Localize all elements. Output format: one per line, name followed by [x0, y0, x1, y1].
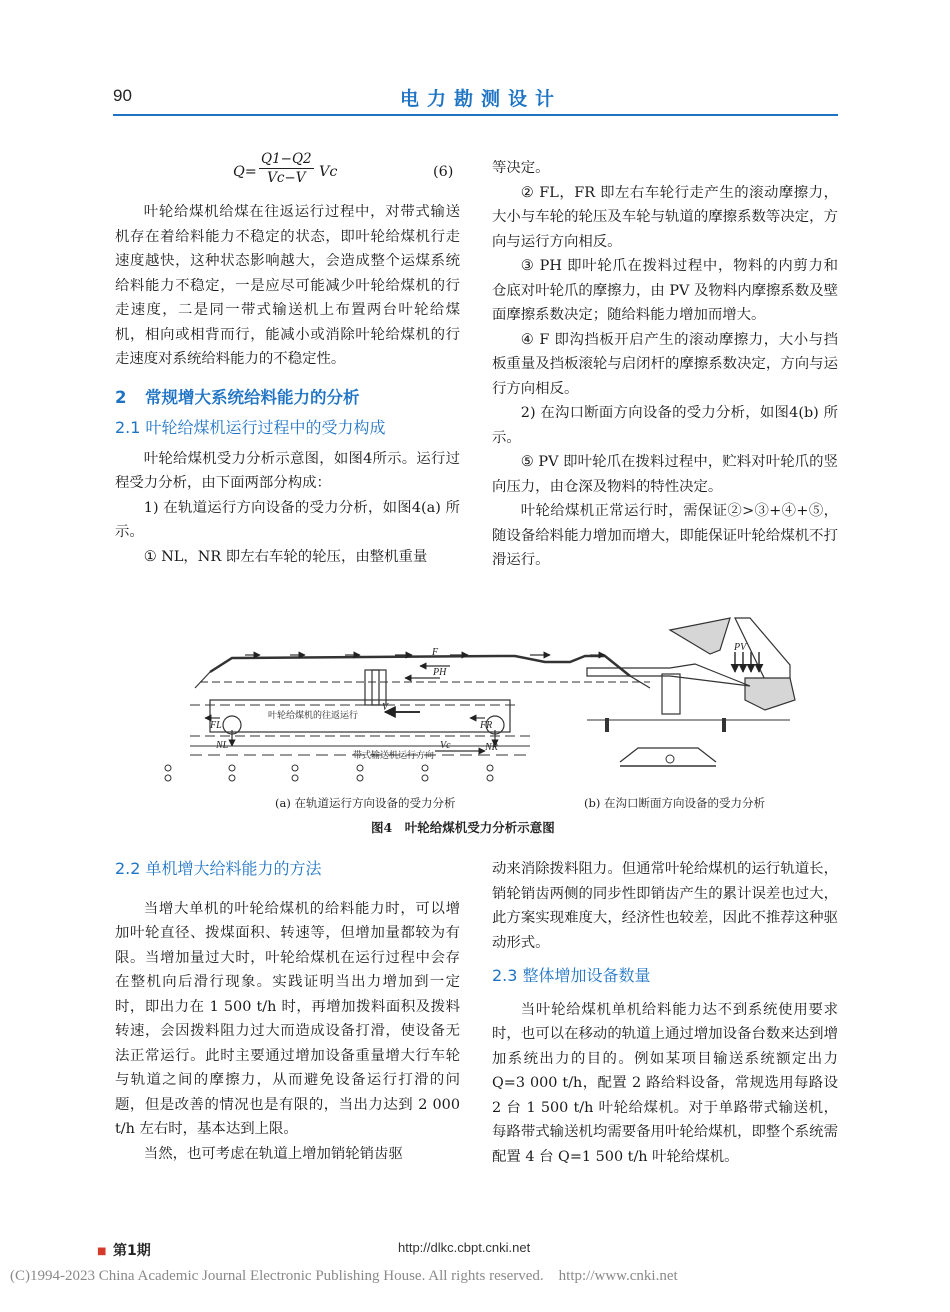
- equation-fraction: [259, 150, 314, 187]
- section-number: 2.2: [115, 859, 141, 878]
- paragraph: ② FL，FR 即左右车轮行走产生的滚动摩擦力，大小与车轮的轮压及车轮与轨道的摩擦系数等决定，方向与运行方向相反。: [492, 184, 838, 250]
- section-title: 叶轮给煤机运行过程中的受力构成: [145, 418, 386, 437]
- label-f: F: [432, 647, 439, 658]
- label-nr: NR: [485, 742, 498, 753]
- coal-bunker-right: [745, 678, 795, 710]
- equation-lhs: Q=: [233, 164, 257, 180]
- copyright-notice: (C)1994-2023 China Academic Journal Electronic Publishing House. All rights reserved. http://www.cnki.net: [10, 1268, 678, 1284]
- paragraph: 动来消除拨料阻力。但通常叶轮给煤机的运行轨道长，销轮销齿两侧的同步性即销齿产生的累计误差也过大，此方案实现难度大，经济性也较差，因此不推荐这种驱动形式。: [492, 861, 838, 951]
- label-fr: FR: [480, 720, 493, 731]
- equation-6: [115, 150, 460, 200]
- section-2-2-heading: [115, 857, 460, 882]
- paragraph: 2) 在沟口断面方向设备的受力分析，如图4(b) 所示。: [492, 405, 838, 446]
- coal-bunker-left: [670, 618, 730, 654]
- label-ph: PH: [433, 667, 447, 678]
- paragraph: ④ F 即沟挡板开启产生的滚动摩擦力，大小与挡板重量及挡板滚轮与启闭杆的摩擦系数决定，方向与运行方向相反。: [492, 331, 838, 397]
- section-number: 2.3: [492, 966, 518, 985]
- equation-denominator: Vc−V: [267, 170, 306, 186]
- label-belt-motion: 带式输送机运行方向: [353, 751, 435, 761]
- left-column-lower: [115, 857, 460, 1166]
- page-number: 90: [113, 86, 132, 105]
- figure-title: 图4 叶轮给煤机受力分析示意图: [371, 820, 555, 835]
- equation-factor: Vc: [319, 164, 338, 180]
- label-fl: FL: [210, 720, 222, 731]
- paragraph: 当然，也可考虑在轨道上增加销轮销齿驱: [143, 1145, 403, 1162]
- paragraph: 叶轮给煤机正常运行时，需保证②>③+④+⑤，随设备给料能力增加而增大，即能保证叶轮给煤机不打滑运行。: [492, 503, 838, 568]
- figure-caption-b: (b) 在沟口断面方向设备的受力分析: [584, 796, 765, 810]
- figure-caption-a: (a) 在轨道运行方向设备的受力分析: [275, 796, 456, 810]
- issue-number: 第1期: [113, 1243, 151, 1259]
- shaft-section: [662, 674, 680, 714]
- left-column-upper: [115, 150, 460, 569]
- paragraph: 等决定。: [492, 160, 550, 176]
- section-2-heading: [115, 386, 460, 411]
- equation-numerator: Q1−Q2: [261, 151, 312, 167]
- paragraph: 当叶轮给煤机单机给料能力达不到系统使用要求时，也可以在移动的轨道上通过增加设备台数来达到增加系统出力的目的。例如某项目输送系统额定出力 Q=3 000 t/h，配置 2 路给料设备，常规选用每路设 2 台 1 500 t/h 叶轮给煤机。对于单路带式输送机，每路带式输送机均需要备用叶轮给煤机，即整个系统需配置 4 台 Q=1 500 t/h 叶轮给煤机。: [492, 1001, 838, 1165]
- paragraph: 叶轮给煤机给煤在往返运行过程中，对带式输送机存在着给料能力不稳定的状态，即叶轮给煤机行走速度越快，这种状态影响越大，会造成整个运煤系统给料能力不稳定，一是应尽可能减少叶轮给煤机的行走速度，二是同一带式输送机上布置两台叶轮给煤机，相向或相背而行，能减小或消除叶轮给煤机的行走速度对系统给料能力的不稳定性。: [115, 204, 460, 367]
- paragraph: 1) 在轨道运行方向设备的受力分析，如图4(a) 所示。: [115, 499, 460, 540]
- label-feeder-motion: 叶轮给煤机的往返运行: [268, 711, 359, 721]
- paragraph: ① NL，NR 即左右车轮的轮压，由整机重量: [143, 548, 428, 565]
- section-number: 2.1: [115, 418, 141, 437]
- section-2-3-heading: [492, 964, 838, 989]
- label-vc: Vc: [440, 740, 451, 751]
- paragraph: ③ PH 即叶轮爪在拨料过程中，物料的内剪力和仓底对叶轮爪的摩擦力，由 PV 及物料内摩擦系数及壁面摩擦系数决定；随给料能力增加而增大。: [492, 258, 838, 323]
- right-column-upper: [492, 156, 838, 573]
- label-pv: PV: [734, 642, 747, 653]
- paragraph: 叶轮给煤机受力分析示意图，如图4所示。运行过程受力分析，由下面两部分构成：: [115, 450, 460, 491]
- rollers: [165, 765, 493, 781]
- section-title: 整体增加设备数量: [522, 966, 651, 985]
- journal-title: 电力勘测设计: [400, 88, 563, 110]
- equation-number: (6): [433, 164, 454, 180]
- footer-marker-icon: ■: [97, 1246, 107, 1257]
- section-title: 常规增大系统给料能力的分析: [145, 387, 360, 407]
- impeller-section: [587, 664, 750, 686]
- pv-arrows: [735, 652, 759, 672]
- header-rule: [113, 114, 838, 116]
- diagram-a: [165, 655, 650, 781]
- label-nl: NL: [216, 740, 229, 751]
- diagram-b: [587, 618, 795, 766]
- section-number: 2: [115, 387, 127, 407]
- section-title: 单机增大给料能力的方法: [145, 859, 322, 878]
- paragraph: 当增大单机的叶轮给煤机的给料能力时，可以增加叶轮直径、拨煤面积、转速等，但增加量都较为有限。当增加量过大时，叶轮给煤机在运行过程中会存在整机向后滑行现象。实践证明当出力增加到一定时，即出力在 1 500 t/h 时，再增加拨料面积及拨料转速，会因拨料阻力过大而造成设备打滑，使设备无法正常运行。此时主要通过增加设备重量增大行车轮与轨道之间的摩擦力，从而避免设备运行打滑的问题，但是改善的情况也是有限的，当出力达到 2 000 t/h 左右时，基本达到上限。: [115, 900, 460, 1137]
- label-v: V: [382, 702, 389, 713]
- journal-url[interactable]: http://dlkc.cbpt.cnki.net: [398, 1240, 531, 1255]
- section-2-1-heading: [115, 416, 460, 441]
- figure-4-diagram: [150, 610, 810, 805]
- right-column-lower: [492, 857, 838, 1169]
- paragraph: ⑤ PV 即叶轮爪在拨料过程中，贮料对叶轮爪的竖向压力，由仓深及物料的特性决定。: [492, 454, 838, 495]
